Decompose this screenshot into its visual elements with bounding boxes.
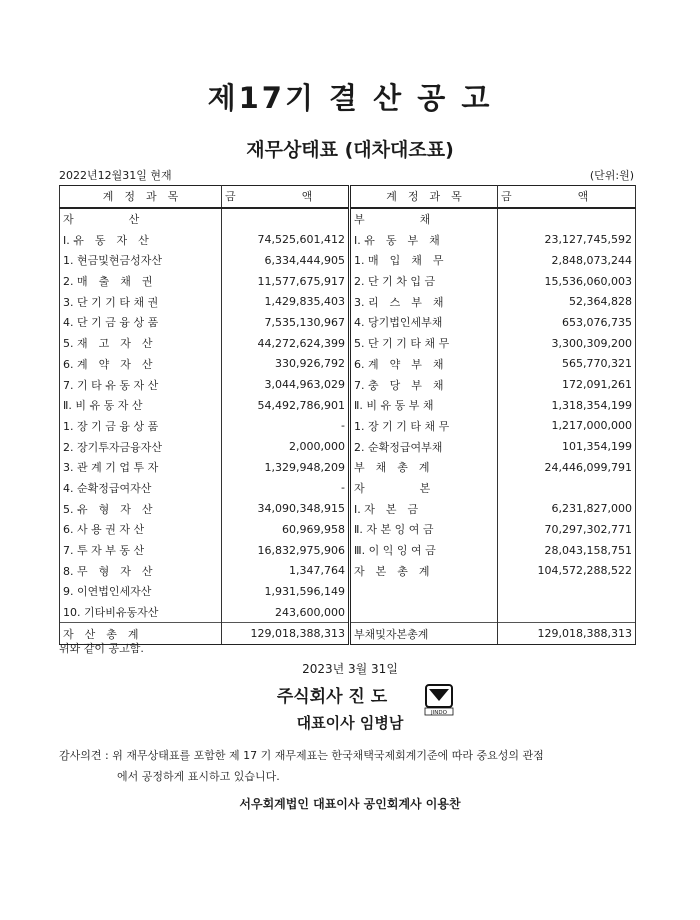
left-amount-cell: - <box>222 416 350 437</box>
audit-opinion-line-2: 에서 공정하게 표시하고 있습니다. <box>117 770 280 783</box>
left-item-cell: 4. 순확정급여자산 <box>60 478 222 499</box>
table-row <box>60 271 636 292</box>
left-item-cell: 3. 관 계 기 업 투 자 <box>60 457 222 478</box>
table-row <box>60 478 636 499</box>
right-amount-cell: 101,354,199 <box>498 436 636 457</box>
left-amount-cell: 74,525,601,412 <box>222 229 350 250</box>
left-item-cell: 6. 사 용 권 자 산 <box>60 519 222 540</box>
right-amount-cell: 129,018,388,313 <box>498 623 636 645</box>
right-item-cell: 1. 매 입 채 무 <box>350 250 498 271</box>
announcement-note: 위와 같이 공고함. <box>59 642 144 655</box>
left-amount-cell: 6,334,444,905 <box>222 250 350 271</box>
right-item-cell: Ⅱ. 비 유 동 부 채 <box>350 395 498 416</box>
left-item-cell: 자 산 총 계 <box>60 623 222 645</box>
header-right-item: 계 정 과 목 <box>350 186 498 208</box>
left-amount-cell: 243,600,000 <box>222 602 350 623</box>
right-item-cell: 부채및자본총계 <box>350 623 498 645</box>
ceo-name: 대표이사 임병남 <box>296 714 404 732</box>
company-name-line <box>0 682 700 707</box>
audit-opinion-line-1: 감사의견 : 위 재무상태표를 포함한 제 17 기 재무제표는 한국채택국제회계기준에 따라 중요성의 관점 <box>59 749 544 762</box>
left-item-cell: 1. 장 기 금 융 상 품 <box>60 416 222 437</box>
right-amount-cell: 3,300,309,200 <box>498 333 636 354</box>
table-row <box>60 540 636 561</box>
left-amount-cell: 54,492,786,901 <box>222 395 350 416</box>
header-left-amount: 금 액 <box>222 186 350 208</box>
table-row <box>60 312 636 333</box>
left-amount-cell: 2,000,000 <box>222 436 350 457</box>
table-row <box>60 457 636 478</box>
table-row <box>60 519 636 540</box>
right-amount-cell: 653,076,735 <box>498 312 636 333</box>
table-row <box>60 374 636 395</box>
right-item-cell: 자 본 총 계 <box>350 560 498 581</box>
right-item-cell: Ⅲ. 이 익 잉 여 금 <box>350 540 498 561</box>
right-amount-cell <box>498 602 636 623</box>
page-title: 제17기 결 산 공 고 <box>207 81 493 115</box>
left-amount-cell: 129,018,388,313 <box>222 623 350 645</box>
table-row <box>60 436 636 457</box>
left-amount-cell: 1,931,596,149 <box>222 581 350 602</box>
right-item-cell <box>350 602 498 623</box>
right-amount-cell: 23,127,745,592 <box>498 229 636 250</box>
table-row <box>60 623 636 645</box>
right-item-cell: 5. 단 기 기 타 채 무 <box>350 333 498 354</box>
left-item-cell: 5. 유 형 자 산 <box>60 498 222 519</box>
right-item-cell: 3. 리 스 부 채 <box>350 291 498 312</box>
left-item-cell: 자 산 <box>60 208 222 230</box>
header-left-item: 계 정 과 목 <box>60 186 222 208</box>
right-amount-cell: 1,217,000,000 <box>498 416 636 437</box>
left-item-cell: 4. 단 기 금 융 상 품 <box>60 312 222 333</box>
right-item-cell: 1. 장 기 기 타 채 무 <box>350 416 498 437</box>
left-item-cell: 9. 이연법인세자산 <box>60 581 222 602</box>
audit-opinion <box>59 745 629 787</box>
table-row <box>60 333 636 354</box>
left-amount-cell: 34,090,348,915 <box>222 498 350 519</box>
as-of-date: 2022년12월31일 현재 <box>59 169 172 182</box>
left-amount-cell: 1,429,835,403 <box>222 291 350 312</box>
left-item-cell: 6. 계 약 자 산 <box>60 354 222 375</box>
announcement-date: 2023년 3월 31일 <box>302 662 398 676</box>
right-amount-cell: 6,231,827,000 <box>498 498 636 519</box>
left-item-cell: 10. 기타비유동자산 <box>60 602 222 623</box>
table-header-row <box>60 186 636 208</box>
right-amount-cell <box>498 581 636 602</box>
right-amount-cell: 2,848,073,244 <box>498 250 636 271</box>
right-item-cell: 4. 당기법인세부채 <box>350 312 498 333</box>
table-row <box>60 250 636 271</box>
left-item-cell: Ⅰ. 유 동 자 산 <box>60 229 222 250</box>
table-row <box>60 560 636 581</box>
left-amount-cell: 44,272,624,399 <box>222 333 350 354</box>
right-amount-cell <box>498 208 636 230</box>
right-amount-cell: 104,572,288,522 <box>498 560 636 581</box>
right-item-cell: 자 본 <box>350 478 498 499</box>
header-right-amount: 금 액 <box>498 186 636 208</box>
right-item-cell: 2. 단 기 차 입 금 <box>350 271 498 292</box>
left-item-cell: 7. 투 자 부 동 산 <box>60 540 222 561</box>
left-amount-cell: 11,577,675,917 <box>222 271 350 292</box>
statement-subtitle: 재무상태표 (대차대조표) <box>246 139 454 161</box>
right-amount-cell: 565,770,321 <box>498 354 636 375</box>
right-amount-cell: 1,318,354,199 <box>498 395 636 416</box>
company-name: 주식회사 진 도 <box>276 687 388 707</box>
left-item-cell: 2. 장기투자금융자산 <box>60 436 222 457</box>
table-row <box>60 602 636 623</box>
left-amount-cell: 1,329,948,209 <box>222 457 350 478</box>
svg-text:JINDO: JINDO <box>431 709 447 716</box>
table-row <box>60 354 636 375</box>
left-item-cell: 3. 단 기 기 타 채 권 <box>60 291 222 312</box>
table-row <box>60 229 636 250</box>
right-amount-cell: 24,446,099,791 <box>498 457 636 478</box>
left-amount-cell: 16,832,975,906 <box>222 540 350 561</box>
left-item-cell: 2. 매 출 채 권 <box>60 271 222 292</box>
left-item-cell: 1. 현금및현금성자산 <box>60 250 222 271</box>
currency-unit: (단위:원) <box>589 169 634 182</box>
left-amount-cell: 3,044,963,029 <box>222 374 350 395</box>
left-amount-cell: 1,347,764 <box>222 560 350 581</box>
right-item-cell: Ⅰ. 자 본 금 <box>350 498 498 519</box>
right-item-cell <box>350 581 498 602</box>
left-item-cell: 5. 재 고 자 산 <box>60 333 222 354</box>
right-item-cell: 2. 순확정급여부채 <box>350 436 498 457</box>
right-item-cell: 부 채 <box>350 208 498 230</box>
left-item-cell: 8. 무 형 자 산 <box>60 560 222 581</box>
left-amount-cell: 60,969,958 <box>222 519 350 540</box>
table-row <box>60 416 636 437</box>
table-row <box>60 208 636 230</box>
left-amount-cell: - <box>222 478 350 499</box>
right-amount-cell: 52,364,828 <box>498 291 636 312</box>
right-item-cell: 7. 충 당 부 채 <box>350 374 498 395</box>
right-amount-cell <box>498 478 636 499</box>
left-amount-cell <box>222 208 350 230</box>
right-item-cell: Ⅱ. 자 본 잉 여 금 <box>350 519 498 540</box>
left-item-cell: 7. 기 타 유 동 자 산 <box>60 374 222 395</box>
auditor-signature: 서우회계법인 대표이사 공인회계사 이용찬 <box>239 797 461 811</box>
right-item-cell: 6. 계 약 부 채 <box>350 354 498 375</box>
table-row <box>60 291 636 312</box>
right-item-cell: Ⅰ. 유 동 부 채 <box>350 229 498 250</box>
left-amount-cell: 330,926,792 <box>222 354 350 375</box>
table-row <box>60 395 636 416</box>
right-amount-cell: 15,536,060,003 <box>498 271 636 292</box>
table-row <box>60 498 636 519</box>
left-item-cell: Ⅱ. 비 유 동 자 산 <box>60 395 222 416</box>
right-item-cell: 부 채 총 계 <box>350 457 498 478</box>
left-amount-cell: 7,535,130,967 <box>222 312 350 333</box>
right-amount-cell: 70,297,302,771 <box>498 519 636 540</box>
balance-sheet-table <box>59 185 636 645</box>
table-row <box>60 581 636 602</box>
right-amount-cell: 28,043,158,751 <box>498 540 636 561</box>
right-amount-cell: 172,091,261 <box>498 374 636 395</box>
